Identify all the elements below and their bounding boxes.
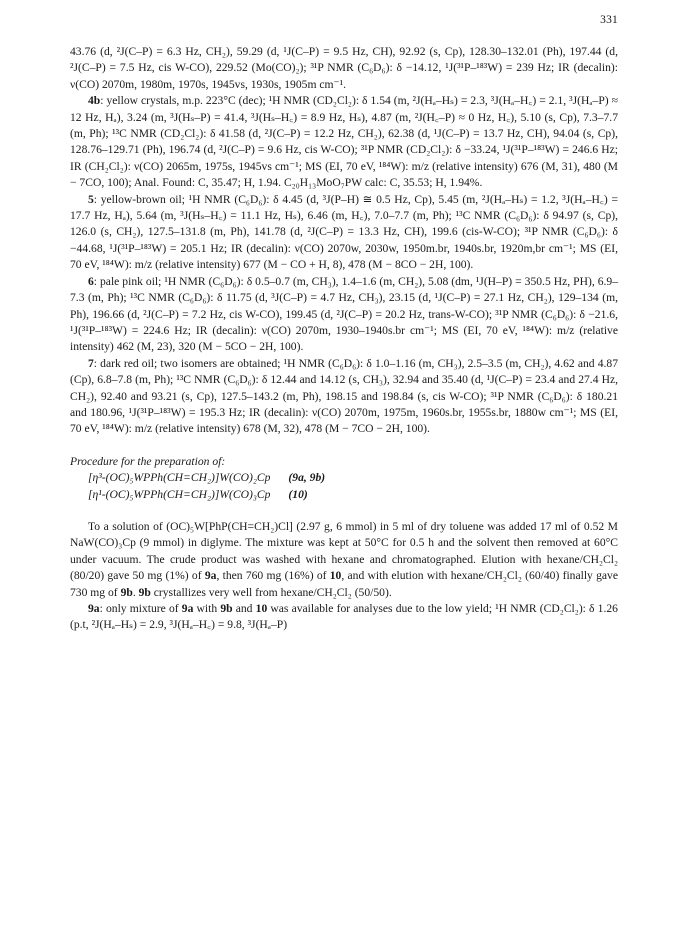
paragraph-text: : pale pink oil; ¹H NMR (C₆D₆): δ 0.5–0.7 (m, CH₃), 1.4–1.6 (m, CH₂), 5.08 (dm, ¹J(H–P) = 350.5 Hz, PH), 6.9–7.3 (m, Ph); ¹³C NMR (C₆D₆): δ 11.75 (d, ³J(C–P) = 4.7 Hz, CH₃), 23.15 (d, ¹J(C–P) = 27.1 Hz, CH₂), 129–134 (m, Ph), 196.66 (d, ²J(C–P) = 7.2 Hz, cis W-CO), 199.45 (d, ²J(C–P) = 20.2 Hz, trans-W-CO); ³¹P NMR (C₆D₆): δ −21.6, ¹J(³¹P–¹⁸³W) = 224.6 Hz; IR (decalin): ν(CO) 2070m, 1930–1940s.br cm⁻¹; MS (EI, 70 eV, ¹⁸⁴W): m/z (relative intensity) 462 (M, 23), 320 (M − 5CO − 2H, 100). (70, 274, 618, 354)
paragraph-text: 43.76 (d, ²J(C–P) = 6.3 Hz, CH₂), 59.29 (d, ¹J(C–P) = 9.5 Hz, CH), 92.92 (s, Cp), 128.30–132.01 (Ph), 197.44 (d, ²J(C–P) = 7.5 Hz, cis W-CO), 229.52 (Mo(CO)₂); ³¹P NMR (C₆D₆): δ −14.12, ¹J(³¹P–¹⁸³W) = 239 Hz; IR (decalin): ν(CO) 2070m, 1980m, 1970s, 1945vs, 1930s, 1905m cm⁻¹. (70, 45, 618, 91)
compound-ref: 9a (204, 569, 217, 583)
paragraph-compound-4b (70, 93, 618, 191)
paragraph-text: To a solution of (OC)₅W[PhP(CH=CH₂)Cl] (2.97 g, 6 mmol) in 5 ml of dry toluene was added 17 ml of 0.52 M NaW(CO)₃Cp (9 mmol) in diglyme. The mixture was kept at 50°C for 0.5 h and the solvent then removed at 60°C under vacuum. The crude product was washed with hexane and chromatographed. Elution with hexane/CH₂Cl₂ (80/20) gave 50 mg (1%) of (70, 519, 618, 583)
compound-label: 9a (88, 602, 100, 615)
procedure-heading: Procedure for the preparation of: (70, 454, 226, 468)
paragraph-text: : yellow-brown oil; ¹H NMR (C₆D₆): δ 4.45 (d, ³J(P–H) ≅ 0.5 Hz, Cp), 5.45 (m, ²J(Hₐ–Hₛ) = 1.2, ³J(Hₐ–H꜀) = 17.7 Hz, Hₐ), 5.64 (m, ³J(Hₛ–H꜀) = 11.1 Hz, Hₛ), 6.46 (m, H꜀), 7.0–7.7 (m, Ph); ¹³C NMR (C₆D₆): δ 94.97 (s, Cp), 126.0 (s, CH₂), 127.5–131.8 (m, Ph), 141.78 (d, ²J(C–P) = 13.3 Hz, CH), 199.6 (cis-W-CO); ³¹P NMR (C₆D₆): δ −44.68, ¹J(³¹P–¹⁸³W) = 205.1 Hz; IR (decalin): ν(CO) 2070w, 2030w, 1950m.br, 1940s.br, 1920m,br cm⁻¹; MS (EI, 70 eV, ¹⁸⁴W): m/z (relative intensity) 677 (M − CO + H, 8), 478 (M − 8CO − 2H, 100). (70, 192, 618, 272)
paragraph-compound-9a (70, 601, 618, 634)
compound-ref: 9b (138, 585, 151, 599)
paragraph-text: : yellow crystals, m.p. 223°C (dec); ¹H NMR (CD₂Cl₂): δ 1.54 (m, ²J(Hₐ–Hₛ) = 2.3, ³J(Hₐ–H꜀) = 2.1, ³J(Hₐ–P) ≈ 12 Hz, Hₐ), 3.24 (m, ³J(Hₛ–P) = 41.4, ³J(Hₛ–H꜀) = 8.9 Hz, Hₛ), 4.87 (m, ²J(H꜀–P) ≈ 0 Hz, H꜀), 5.10 (s, Cp), 7.3–7.7 (m, Ph); ¹³C NMR (CD₂Cl₂): δ 41.58 (d, ²J(C–P) = 12.2 Hz, CH₂), 62.38 (d, ¹J(C–P) = 13.7 Hz, CH), 94.04 (s, Cp), 128.76–129.71 (Ph), 196.74 (d, ²J(C–P) = 9.6 Hz, cis W-CO); ³¹P NMR (CD₂Cl₂): δ −33.24, ¹J(³¹P–¹⁸³W) = 246.6 Hz; IR (CH₂Cl₂): ν(CO) 2065m, 1975s, 1945vs cm⁻¹; MS (EI, 70 eV, ¹⁸⁴W): m/z (relative intensity) 676 (M, 31), 480 (M − 7CO, 100); Anal. Found: C, 35.47; H, 1.94. C₂₀H₁₃MoO₇PW calc: C, 35.53; H, 1.94%. (70, 94, 618, 190)
formula-number: (9a, 9b) (288, 471, 326, 485)
compound-label: 7 (88, 356, 94, 370)
experimental-text (70, 44, 618, 634)
compound-ref: 10 (329, 569, 342, 583)
compound-ref: 10 (255, 602, 268, 615)
paragraph-text: : only mixture of (99, 602, 182, 615)
paragraph-compound-7 (70, 356, 618, 438)
page-number: 331 (600, 14, 618, 26)
paragraph-text: and (232, 602, 256, 615)
formula-number: (10) (288, 487, 308, 501)
paragraph-compound-5 (70, 192, 618, 274)
paragraph-text: was available for analyses due to the low yield; ¹H NMR (CD₂Cl₂): δ 1.26 (p.t, ²J(Hₐ–Hₛ) = 2.9, ³J(Hₐ–H꜀) = 9.8, ³J(Hₐ–P) (70, 602, 618, 632)
formula-line-9 (88, 470, 618, 486)
paragraph-text: . (132, 585, 139, 599)
paragraph-procedure (70, 519, 618, 601)
paragraph-text: crystallizes very well from hexane/CH₂Cl₂ (50/50). (150, 585, 392, 599)
formula-text: [η¹-(OC)₅WPPh(CH=CH₂)]W(CO)₃Cp (88, 487, 271, 501)
compound-label: 4b (88, 94, 101, 108)
compound-label: 6 (88, 274, 94, 288)
paragraph-compound-6 (70, 274, 618, 356)
paragraph-text: : dark red oil; two isomers are obtained; ¹H NMR (C₆D₆): δ 1.0–1.16 (m, CH₃), 2.5–3.5 (m, CH₂), 4.62 and 4.87 (Cp), 6.8–7.8 (m, Ph); ¹³C NMR (C₆D₆): δ 12.44 and 14.12 (s, CH₃), 32.94 and 35.40 (d, ¹J(C–P) = 23.4 and 27.4 Hz, CH₂), 92.40 and 93.21 (s, Cp), 127.5–143.2 (m, Ph), 198.15 and 198.84 (s, cis W-CO); ³¹P NMR (C₆D₆): δ 180.21 and 180.96, ¹J(³¹P–¹⁸³W) = 195.3 Hz; IR (decalin): ν(CO) 2070m, 1975m, 1960s.br, 1955s.br, 1880w cm⁻¹; MS (EI, 70 eV, ¹⁸⁴W): m/z (relative intensity) 678 (M, 32), 478 (M − 7CO − 2H, 100). (70, 356, 618, 436)
compound-ref: 9a (181, 602, 194, 615)
paragraph-text: with (193, 602, 221, 615)
paragraph-text: , and with elution with hexane/CH₂Cl₂ (60/40) finally gave 730 mg of (70, 569, 618, 599)
compound-ref: 9b (220, 602, 233, 615)
formula-text: [η³-(OC)₅WPPh(CH=CH₂)]W(CO)₂Cp (88, 471, 271, 485)
paragraph-text: , then 760 mg (16%) of (216, 569, 330, 583)
formula-line-10 (88, 487, 618, 503)
compound-ref: 9b (120, 585, 133, 599)
section-spacer (70, 438, 618, 454)
section-spacer (70, 503, 618, 519)
paragraph-4a-continuation (70, 44, 618, 93)
compound-label: 5 (88, 192, 94, 206)
